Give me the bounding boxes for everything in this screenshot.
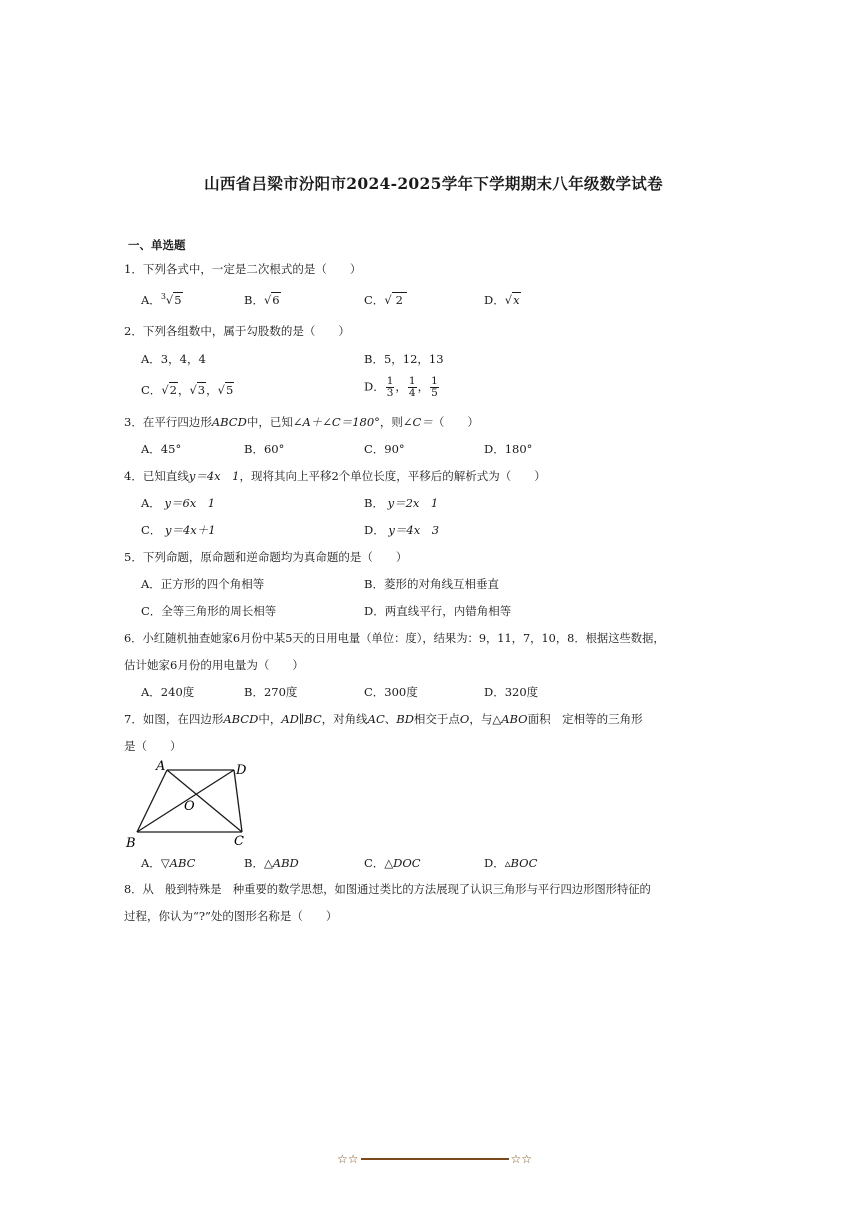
q4-option-b: B． y＝2x 1 <box>364 496 439 510</box>
q3-option-b: B．60° <box>244 442 285 456</box>
q1-option-b: B．√6 <box>244 293 280 307</box>
q7-option-d: D．▵BOC <box>484 856 538 870</box>
q5-option-d: D．两直线平行，内错角相等 <box>364 604 512 618</box>
section-heading: 一、单选题 <box>128 238 186 252</box>
question-6-stem-line2: 估计她家6月份的用电量为（ ） <box>124 658 304 672</box>
q4-option-c: C． y＝4x＋1 <box>141 523 216 537</box>
point-label-o: O <box>184 799 195 814</box>
question-2-stem: 2．下列各组数中，属于勾股数的是（ ） <box>124 324 350 338</box>
footer-divider-line <box>361 1158 509 1160</box>
q7-option-c: C．△DOC <box>364 856 421 870</box>
q7-option-b: B．△ABD <box>244 856 299 870</box>
q3-option-d: D．180° <box>484 442 533 456</box>
question-4-stem: 4．已知直线y＝4x 1，现将其向上平移2个单位长度，平移后的解析式为（ ） <box>124 469 546 483</box>
footer-ornament <box>337 1151 532 1166</box>
question-1-stem: 1．下列各式中，一定是二次根式的是（ ） <box>124 262 362 276</box>
question-8-stem-line2: 过程，你认为“?”处的图形名称是（ ） <box>124 909 338 923</box>
q7-option-a: A．▽ABC <box>141 856 196 870</box>
diagonal-ac <box>167 770 242 832</box>
q5-option-c: C．全等三角形的周长相等 <box>141 604 277 618</box>
q2-option-b: B．5，12，13 <box>364 352 444 366</box>
side-dc <box>234 770 242 832</box>
q5-option-b: B．菱形的对角线互相垂直 <box>364 577 499 591</box>
q3-option-a: A．45° <box>141 442 182 456</box>
question-7-stem-line2: 是（ ） <box>124 739 182 753</box>
footer-stars-left: ☆☆ <box>337 1152 359 1166</box>
q1-option-a: A．$^3$√5 <box>141 292 182 307</box>
page-title: 山西省吕梁市汾阳市2024-2025学年下学期期末八年级数学试卷 <box>204 174 663 193</box>
vertex-label-b: B <box>126 836 136 851</box>
q6-option-b: B．270度 <box>244 685 298 699</box>
q5-option-a: A．正方形的四个角相等 <box>141 577 265 591</box>
question-3-stem: 3．在平行四边形ABCD中，已知∠A＋∠C＝180°，则∠C＝（ ） <box>124 415 479 429</box>
q6-option-d: D．320度 <box>484 685 539 699</box>
q2-option-d: D． $\frac{1}{3}$ ， $\frac{1}{4}$ ， $\frac{1}{5}$ <box>364 375 438 399</box>
q2-option-a: A．3，4，4 <box>141 352 206 366</box>
question-7-stem-line1: 7．如图，在四边形ABCD中，AD∥BC，对角线AC、BD相交于点O，与△ABO面积 定相等的三角形 <box>124 712 643 726</box>
q2-option-c: C．√2，√3，√5 <box>141 383 234 397</box>
q6-option-a: A．240度 <box>141 685 195 699</box>
question-8-stem-line1: 8．从 般到特殊是 种重要的数学思想，如图通过类比的方法展现了认识三角形与平行四边形图形特征的 <box>124 883 651 896</box>
q7-trapezoid-figure <box>120 755 260 855</box>
q4-option-d: D． y＝4x 3 <box>364 523 440 537</box>
q3-option-c: C．90° <box>364 442 405 456</box>
q6-option-c: C．300度 <box>364 685 418 699</box>
q1-option-c: C．√ 2 <box>364 292 407 308</box>
vertex-label-c: C <box>234 834 244 849</box>
vertex-label-d: D <box>236 763 247 778</box>
vertex-label-a: A <box>156 759 166 774</box>
q4-option-a: A． y＝6x 1 <box>141 496 216 510</box>
question-5-stem: 5．下列命题，原命题和逆命题均为真命题的是（ ） <box>124 550 408 564</box>
question-6-stem-line1: 6．小红随机抽查她家6月份中某5天的日用电量（单位：度），结果为：9，11，7，10，8．根据这些数据， <box>124 632 665 645</box>
footer-stars-right: ☆☆ <box>510 1152 533 1166</box>
q1-option-d: D．√x <box>484 293 520 307</box>
